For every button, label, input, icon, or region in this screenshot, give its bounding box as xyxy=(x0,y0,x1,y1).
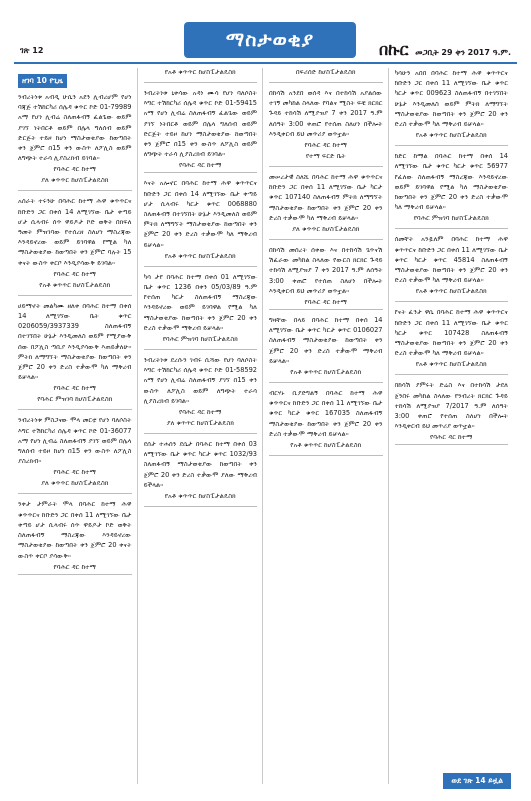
notice-divider xyxy=(395,145,509,146)
notice-divider xyxy=(144,349,258,350)
notice-divider xyxy=(18,493,132,494)
notice-issuer: የአቶ ቁጥጥር ከሆስፒታልዴስክ xyxy=(164,251,236,260)
notice-issuer: የተማ ፍርድ ቤት xyxy=(305,152,346,161)
notice-divider xyxy=(144,82,258,83)
notice-text: በከሳሽ መሰረት ሰቀው እና በተከሳሽ ጌጥናሽ ሽፈራው መካከል ስላለው የውርስ ክርክር ጉዳይ ተከሳሽ ለሚያዝያ 7 ቀን 2017 ዓ.ም ለሰዓት 3:00 ቀጠሮ የተሰጠ ስለሆነ በችሎት እንዲቀርብ ይህ መጥሪያ ወጥቷል። xyxy=(269,246,383,295)
page-number: ገጽ 12 xyxy=(20,46,44,55)
notice-columns xyxy=(18,68,513,784)
notice-text: እናት አሎኖር በባሕር ከተማ ሕዋ ቁጥጥርና ከቡድን ጋር በቀሰ 14 ለሚገኘው ቤታ ቀጣይ ሆታ ሲላብሩ ካርታ ቁጥር 0068880 ስለጠፋብኝ በተገኘበት ሁኔታ እንዲመለስ ወይም ምትክ ለማግኘት ማስታወቂያው ከወጣበት ቀን ጀምሮ 20 ቀን ድረስ ተቃውሞ ካለ ማቅረብ ይቻላል። xyxy=(143,179,257,249)
notice-issuer: የባሕር ምዝገባ ከሆስፒታልዴስክ xyxy=(37,395,113,404)
notice-divider xyxy=(269,239,383,240)
column-3 xyxy=(269,68,389,784)
notice-issuer: የባሕር ምዝገባ ከሆስፒታልዴስክ xyxy=(413,214,489,223)
notice-signature: የባሕር ዳር ከተማ xyxy=(179,161,222,170)
notice-divider xyxy=(269,82,383,83)
notice-text: ንቀታ ታምራት ሞላ በባሕር ከተማ ሕዋ ቁጥጥርና ከቡድን ጋር በቀሰ 11 ለሚገኘው ቤታ ቀጣይ ሆታ ሲላብሩ ሰጥ ዋይዶታ ኮድ ወቅት ስለጠፋብኝ ማስረጃው እንዳይኖረው ማስታወቂያው ከወጣበት ቀን ጀምሮ 20 ቀናት ውስጥ ቀርቦ ያሳውቅ። xyxy=(18,500,132,560)
notice-text: ደሰታ ተሐሰን ደሴታ በባሕር ከተማ በቀሰ 03 ለሚገኘው ቤታ ቁጥር ካርታ ቁጥር 1032/93 ስለጠፋብኝ ማስታወቂያው ከወጣበት ቀን ጀምሮ 20 ቀን ድረስ ተቃውሞ ያለው ማቅረብ ይችላል። xyxy=(143,440,257,489)
notice-issuer: ያለ ቁጥጥር ከሆስፒታልዴስክ xyxy=(41,479,109,488)
page-header xyxy=(14,10,517,62)
notice-divider xyxy=(269,382,383,383)
column-1 xyxy=(18,68,138,784)
notice-signature: የባሕር ዳር ከተማ xyxy=(179,408,222,417)
notice-issuer: የአቶ ቁጥጥር ከሆስፒታልዴስክ xyxy=(164,68,236,76)
notice-divider xyxy=(395,374,509,375)
column-tag: ዘገባ 10 የጊዜ xyxy=(18,74,67,88)
notice-text: ሀይማኖት መልካሙ ዘለቀ በባሕር ከተማ በቀሰ 14 ለሚገኘው ቤት ቁጥር 0206059/3937339 ስለጠፋብኝ በተገኘበት ሁኔታ እንዲመለስ ወይም የሚያውቅ ሰው በፖሊስ ጣቢያ እንዲያሳውቅ እጠይቃለሁ። ምትክ ለማግኘት ማስታወቂያው ከወጣበት ቀን ጀምሮ 20 ቀን ድረስ ተቃውሞ ካለ ማቅረብ ይቻላል። xyxy=(18,301,132,382)
notice-text: ካሳ ታየ በባሕር ከተማ በቀሰ 01 ለሚገኘው ቤታ ቁጥር 1236 በቀን 05/03/89 ዓ.ም የተሰጠ ካርታ ስለጠፋብኝ ማስረጃው እንዳይኖረው ወይም ይገባዋል የሚል ካለ ማስታወቂያው ከወጣበት ቀን ጀምሮ 20 ቀን ድረስ ተቃውሞ ማቅረብ ይቻላል። xyxy=(143,272,257,332)
notice-issuer: የአቶ ቁጥጥር ከሆስፒታልዴስክ xyxy=(415,131,487,140)
notice-divider xyxy=(395,301,509,302)
notice-signature: የባሕር ዳር ከተማ xyxy=(304,298,347,307)
notice-divider xyxy=(269,309,383,310)
notice-issuer: ያለ ቁጥጥር ከሆስፒታልዴስክ xyxy=(41,176,109,185)
notice-issuer: የአቶ ቁጥጥር ከሆስፒታልዴስክ xyxy=(290,441,362,450)
notice-text: በከሳሽ አንደበ ወሰዳ እና በተከሳሽ አያልሰው ተገኝ መካከል ስላለው የባልና ሚስት ፍቺ ክርክር ጉዳይ ተከሳሽ ለሚያዝያ 7 ቀን 2017 ዓ.ም ለሰዓት 3:00 ቀጠሮ የተሰጠ ስለሆነ በችሎት እንዲቀርብ ይህ መጥሪያ ወጥቷል። xyxy=(269,89,383,138)
notice-issuer: የአቶ ቁጥጥር ከሆስፒታልዴስክ xyxy=(39,280,111,289)
masthead xyxy=(379,40,511,60)
notice-text: ንብረትነቱ ምስጋናው ሞላ መርቲ የሆነ ባለሶስት እግር ተሽከርካሪ ሰሌዳ ቁጥር ኮድ 01-36077 አማ የሆነ ሊብሬ ስለጠፋብኝ ያገኘ ወይም በሌላ ግለሰብ ተይዞ ከሆነ በ15 ቀን ውስጥ ለፖሊስ ያስረክብ። xyxy=(18,416,132,466)
column-2 xyxy=(144,68,264,784)
notice-divider xyxy=(144,172,258,173)
notice-divider xyxy=(144,433,258,434)
notice-text: የናት ፈንታ ዋሴ በባሕር ከተማ ሕዋ ቁጥጥርና ከቡድን ጋር በቀሰ 11 ለሚገኘው ቤታ ቁጥር ካርታ ቁጥር 107428 ስለጠፋብኝ ማስታወቂያው ከወጣበት ቀን ጀምሮ 20 ቀን ድረስ ተቃውሞ ካለ ማቅረብ ይቻላል። xyxy=(394,308,508,358)
notice-divider xyxy=(18,295,132,296)
notice-divider xyxy=(18,574,132,575)
notice-divider xyxy=(18,190,132,191)
notice-text: ንብረትነቱ ደረሱን ገብሩ ሲሻው የሆነ ባለሶስት እግር ተሽከርካሪ ሰሌዳ ቁጥር ኮድ 01-58592 አማ የሆነ ሊብሬ ስለጠፋብኝ ያገኘ በ15 ቀን ውስጥ ለፖሊስ ወይም ለግጭት ተራሳ ሊያስረክብ ይገባል። xyxy=(143,356,257,405)
notice-text: በከሳሽ ያምሩት ድሬስ እና በተከሳሽ ታደለ ጀንበሩ መካከል ስላለው የንብረት ክርክር ጉዳይ ተከሳሽ ለሚያዝያ 7/2017 ዓ.ም ለሰዓት 3:00 ቀጠሮ የተሰጠ ስለሆነ በችሎት እንዲቀርብ ይህ መጥሪያ ወጥቷል። xyxy=(394,381,508,431)
paper-name: በኩር xyxy=(379,40,409,59)
notice-signature: የባሕር ዳር ከተማ xyxy=(53,468,96,477)
continued-tag: ወደ ገጽ 14 ይዟል xyxy=(443,773,511,789)
newspaper-page xyxy=(14,10,517,791)
notice-issuer: የአቶ ቁጥጥር ከሆስፒታልዴስክ xyxy=(164,492,236,501)
notice-issuer: የአቶ ቁጥጥር ከሆስፒታልዴስክ xyxy=(415,287,487,296)
notice-issuer: ያለ ቁጥጥር ከሆስፒታልዴስክ xyxy=(292,225,360,234)
notice-signature: የባሕር ዳር ከተማ xyxy=(304,141,347,150)
notice-divider xyxy=(144,266,258,267)
notice-divider xyxy=(18,409,132,410)
notice-issuer: የባሕር ምዝገባ ከሆስፒታልዴስክ xyxy=(162,335,238,344)
notice-signature: የባሕር ዳር ከተማ xyxy=(53,269,96,278)
notice-text: አሰራት ተሩንሁ በባሕር ከተማ ሕዋ ቁጥጥርና ከቡድን ጋር በቀሰ 14 ለሚገኘው ቤታ ቀጣይ ሆታ ሲላብሩ ሰጥ ዋይዶታ ኮድ ወቅት በክፍለ ዓመት ምዝገባው የተሰረዘ ስለሆነ ማስረጃው እንዳይኖረው ወይም ይገባዋል የሚል ካለ ማስታወቂያው ከወጣበት ቀን ጀምሮ ባሉት 15 ቀናት ውስጥ ቀርቦ እንዲያሳውቅ ይገባል። xyxy=(18,197,132,267)
notice-signature: የባሕር ዳር ከተማ xyxy=(430,433,473,442)
notice-text: መሠረታዊ ስለሺ በባሕር ከተማ ሕዋ ቁጥጥርና ከቡድን ጋር በቀሰ 11 ለሚገኘው ቤታ ካርታ ቁጥር 107140 ስለጠፋብኝ ምትክ ለማግኘት ማስታወቂያው ከወጣበት ቀን ጀምሮ 20 ቀን ድረስ ተቃውሞ ካለ ማቅረብ ይቻላል። xyxy=(269,173,383,222)
notice-issuer: የአቶ ቁጥጥር ከሆስፒታልዴስክ xyxy=(290,368,362,377)
notice-signature: የባሕር ዳር ከተማ xyxy=(53,562,96,571)
column-4 xyxy=(395,68,514,784)
notice-divider xyxy=(269,166,383,167)
notice-text: ንብረትነቱ አብዲ ሁሴን አደን ሊብረሆም የሆነ ባጃጅ ተሽከርካሪ ሰሌዳ ቁጥር ኮድ 01-79989 አማ የሆነ ሊብሬ ስለጠፋብኝ ፈልጌው ወይም ያገኘ ነትበርቶ ወይም በሌላ ግለሰብ ወይም ድርጅት ተይዞ ከሆነ ማስታወቂያው ከወጣበት ቀን ጀምሮ በ15 ቀን ውስጥ ለፖሊስ ወይም ለግጭት ተራሳ ሊያስረክብ ይገባል። xyxy=(18,93,132,163)
notice-text: ሰመቸት አንዷለም በባሕር ከተማ ሕዋ ቁጥጥርና ከቡድን ጋር በቀሰ 11 ለሚገኘው ቤታ ቁጥር ካርታ ቁጥር 45814 ስለጠፋብኝ ማስታወቂያው ከወጣበት ቀን ጀምሮ 20 ቀን ድረስ ተቃውሞ ካለ ማቅረብ ይቻላል። xyxy=(394,235,508,285)
notice-divider xyxy=(269,455,383,456)
header-divider xyxy=(14,62,517,64)
section-banner: ማስታወቂያ xyxy=(184,22,356,58)
notice-issuer: ያለ ቁጥጥር ከሆስፒታልዴስክ xyxy=(166,419,234,428)
notice-issuer: የአቶ ቁጥጥር ከሆስፒታልዴስክ xyxy=(415,360,487,369)
notice-text: ከድር ከማል በባሕር ከተማ በቀሰ 14 ለሚገኘው ቤታ ቁጥር ካርታ ቁጥር 56977 የፈለው ስለጠፋብኝ ማስረጃው እንዳይኖረው ወይም ይገባዋል የሚል ካለ ማስታወቂያው ከወጣበት ቀን ጀምሮ 20 ቀን ድረስ ተቃውሞ ካለ ማቅረብ ይቻላል። xyxy=(394,152,508,212)
notice-divider xyxy=(395,228,509,229)
notice-signature: የባሕር ዳር ከተማ xyxy=(53,384,96,393)
notice-text: ንብረትነቱ ኒቀሳው አዳነ ሙሳ የሆነ ባለሶስት እግር ተሽከርካሪ ሰሌዳ ቁጥር ኮድ 01-59415 አማ የሆነ ሊብሬ ስለጠፋብኝ ፈልጌው ወይም ያገኘ ነትበርቶ ወይም በሌላ ግለሰብ ወይም ድርጅት ተይዞ ከሆነ ማስታወቂያው ከወጣበት ቀን ጀምሮ በ15 ቀን ውስጥ ለፖሊስ ወይም ለግጭት ተራሳ ሊያስረክብ ይገባል። xyxy=(143,89,257,159)
notice-divider xyxy=(395,444,509,445)
issue-date: መጋቢት 29 ቀን 2017 ዓ.ም. xyxy=(415,48,511,57)
notice-divider xyxy=(144,506,258,507)
notice-text: ካሳሁን አበበ በባሕር ከተማ ሕዋ ቁጥጥርና ከቡድን ጋር በቀሰ 11 ለሚገኘው ቤታ ቁጥር ካርታ ቁጥር 009623 ስለጠፋብኝ በተገኘበት ሁኔታ እንዲመለስ ወይም ምትክ ለማግኘት ማስታወቂያው ከወጣበት ቀን ጀምሮ 20 ቀን ድረስ ተቃውሞ ካለ ማቅረብ ይቻላል። xyxy=(394,69,508,129)
notice-issuer: በፍሪሰድ ከሆስፒታልዴስክ xyxy=(295,68,356,76)
notice-signature: የባሕር ዳር ከተማ xyxy=(53,165,96,174)
notice-text: ግዛቸው በላይ በባሕር ከተማ በቀሰ 14 ለሚገኘው ቤታ ቁጥር ካርታ ቁጥር 0106027 ስለጠፋብኝ ማስታወቂያው ከወጣበት ቀን ጀምሮ 20 ቀን ድረስ ተቃውሞ ማቅረብ ይቻላል። xyxy=(269,316,383,365)
notice-text: ብርሃኑ ቢያድግልኝ በባሕር ከተማ ሕዋ ቁጥጥርና ከቡድን ጋር በቀሰ 11 ለሚገኘው ቤታ ቁጥር ካርታ ቁጥር 167035 ስለጠፋብኝ ማስታወቂያው ከወጣበት ቀን ጀምሮ 20 ቀን ድረስ ተቃውሞ ማቅረብ ይቻላል። xyxy=(269,389,383,438)
